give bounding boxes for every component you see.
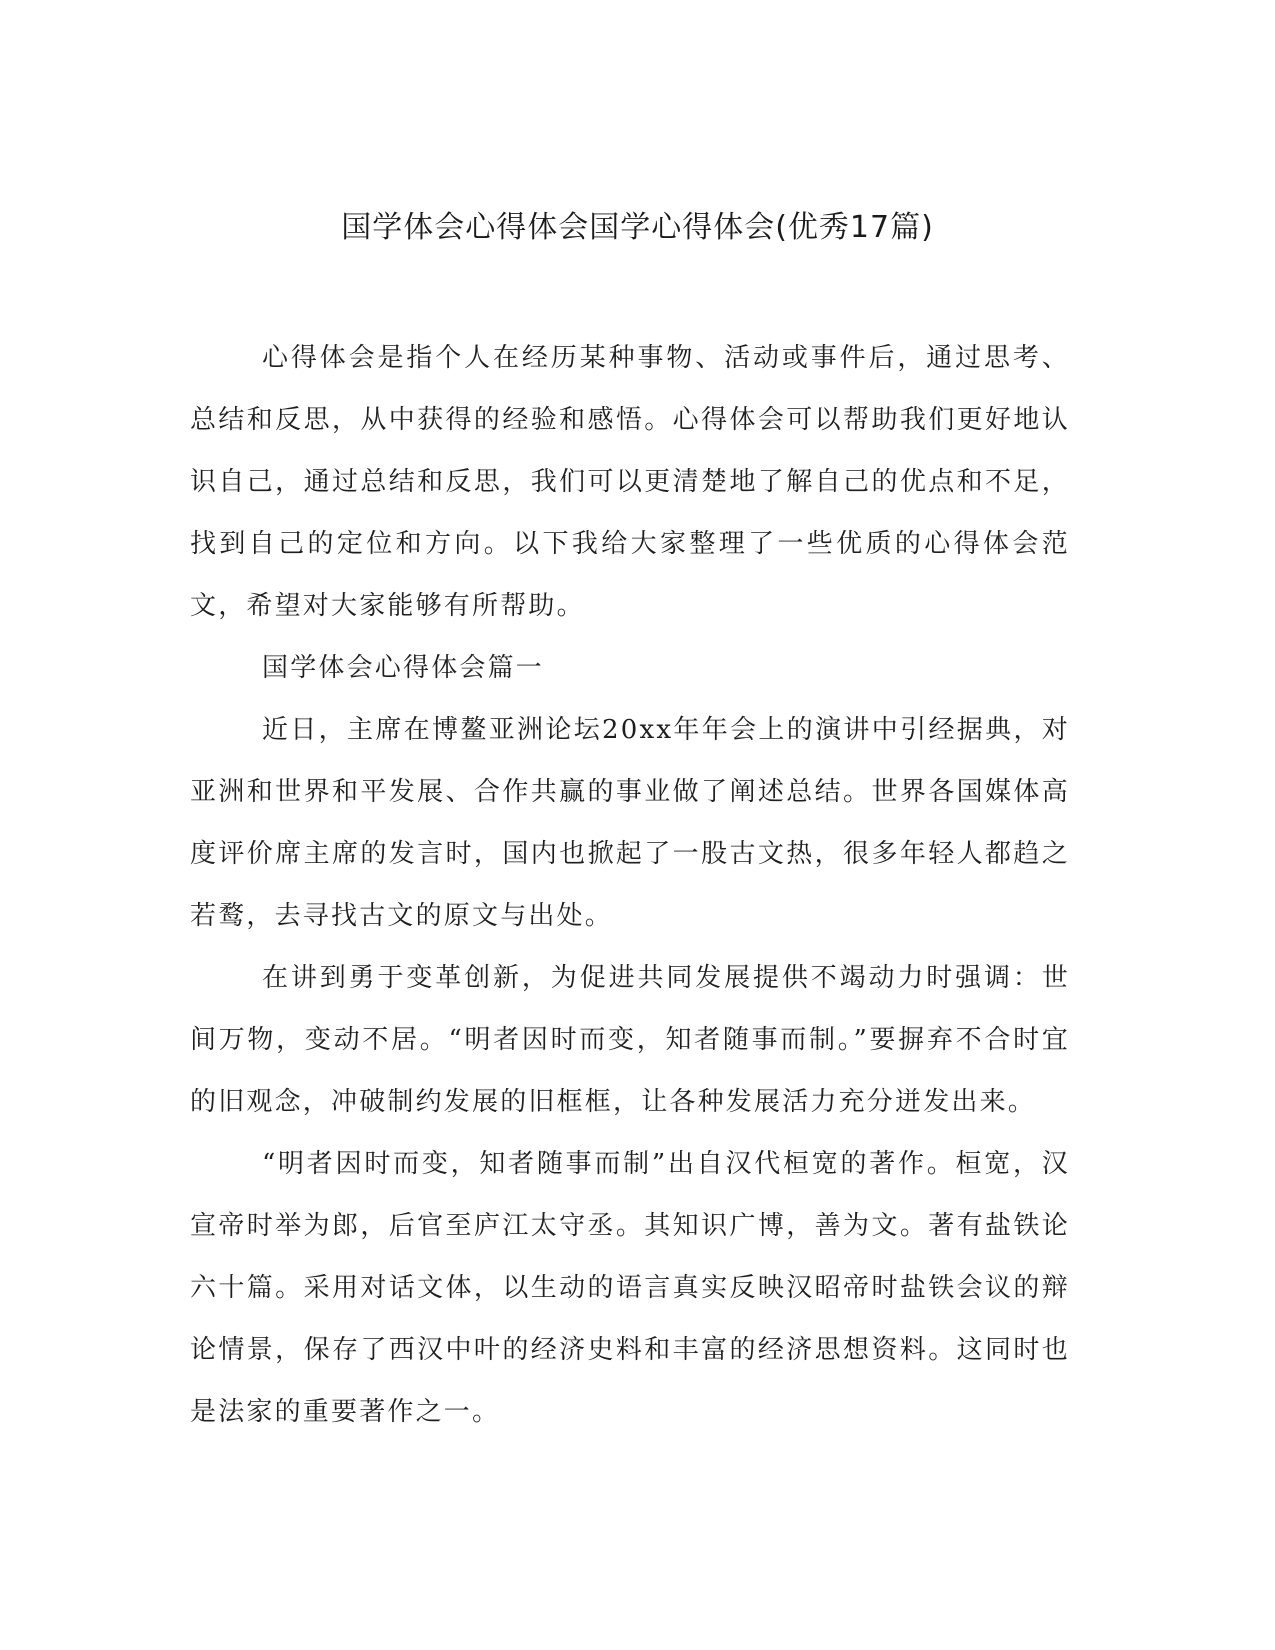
body-paragraph-3: “明者因时而变，知者随事而制”出自汉代桓宽的著作。桓宽，汉宣帝时举为郎，后官至庐江太守丞。其知识广博，善为文。著有盐铁论六十篇。采用对话文体，以生动的语言真实反映汉昭帝时盐铁会议的辩论情景，保存了西汉中叶的经济史料和丰富的经济思想资料。这同时也是法家的重要著作之一。	[190, 1149, 1070, 1427]
section-heading-1: 国学体会心得体会篇一	[262, 653, 545, 683]
body-paragraph-1: 近日，主席在博鳌亚洲论坛20xx年年会上的演讲中引经据典，对亚洲和世界和平发展、合作共赢的事业做了阐述总结。世界各国媒体高度评价席主席的发言时，国内也掀起了一股古文热，很多年轻人都趋之若鹜，去寻找古文的原文与出处。	[190, 715, 1070, 931]
document-body	[190, 327, 1070, 1443]
body-paragraph-2: 在讲到勇于变革创新，为促进共同发展提供不竭动力时强调：世间万物，变动不居。“明者因时而变，知者随事而制。”要摒弃不合时宜的旧观念，冲破制约发展的旧框框，让各种发展活力充分迸发出来。	[190, 963, 1070, 1117]
intro-paragraph: 心得体会是指个人在经历某种事物、活动或事件后，通过思考、总结和反思，从中获得的经验和感悟。心得体会可以帮助我们更好地认识自己，通过总结和反思，我们可以更清楚地了解自己的优点和不足，找到自己的定位和方向。以下我给大家整理了一些优质的心得体会范文，希望对大家能够有所帮助。	[190, 343, 1070, 621]
document-title: 国学体会心得体会国学心得体会(优秀17篇)	[341, 210, 934, 245]
